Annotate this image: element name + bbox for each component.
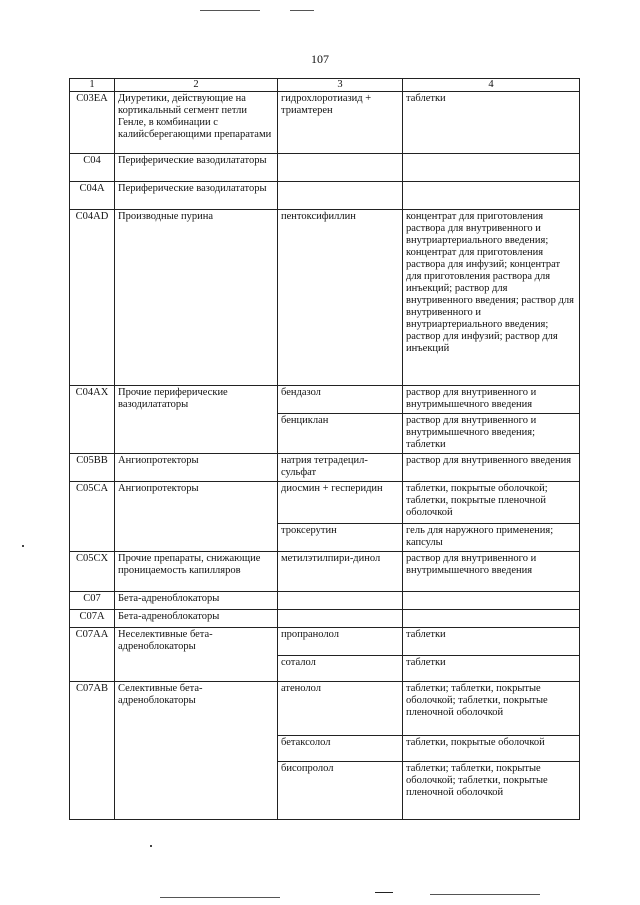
group-name: Диуретики, действующие на кортикальный сегмент петли Генле, в комбинации с калийсберегающими препаратами <box>115 92 278 154</box>
scan-artifact-line <box>375 892 393 893</box>
table-row <box>70 482 580 524</box>
atx-code: C04AD <box>70 210 115 386</box>
dosage-form: таблетки; таблетки, покрытые оболочкой; таблетки, покрытые пленочной оболочкой <box>403 682 580 736</box>
dosage-form: гель для наружного применения; капсулы <box>403 524 580 552</box>
group-name: Неселективные бета-адреноблокаторы <box>115 628 278 682</box>
drug-name: диосмин + гесперидин <box>278 482 403 524</box>
table-row <box>70 154 580 182</box>
atx-code: C04 <box>70 154 115 182</box>
drug-name: соталол <box>278 656 403 682</box>
table-row <box>70 92 580 154</box>
dosage-form <box>403 154 580 182</box>
atx-code: C07A <box>70 610 115 628</box>
scan-artifact-line <box>290 10 314 11</box>
drug-name: пропранолол <box>278 628 403 656</box>
dosage-form: концентрат для приготовления раствора для внутривенного и внутриартериального введения; концентрат для приготовления раствора для инфузий; концентрат для приготовления раствора для инъекций; раствор для внутривенного введения; раствор для внутривенного и внутриартериального введения; раствор для инфузий; раствор для инъекций <box>403 210 580 386</box>
dosage-form <box>403 592 580 610</box>
scan-artifact-line <box>200 10 260 11</box>
page-number: 107 <box>311 52 329 66</box>
table-row <box>70 628 580 656</box>
scan-artifact-dot <box>22 545 24 547</box>
dosage-form <box>403 610 580 628</box>
group-name: Ангиопротекторы <box>115 482 278 552</box>
drug-name: бендазол <box>278 386 403 414</box>
drug-name: атенолол <box>278 682 403 736</box>
drug-name: бетаксолол <box>278 736 403 762</box>
dosage-form: таблетки <box>403 656 580 682</box>
dosage-form: таблетки <box>403 628 580 656</box>
table-row <box>70 682 580 736</box>
column-header: 4 <box>403 79 580 92</box>
drug-name <box>278 154 403 182</box>
group-name: Бета-адреноблокаторы <box>115 610 278 628</box>
dosage-form: таблетки; таблетки, покрытые оболочкой; таблетки, покрытые пленочной оболочкой <box>403 762 580 820</box>
atx-code: C04AX <box>70 386 115 454</box>
atx-code: C05BB <box>70 454 115 482</box>
drug-name: гидрохлоротиазид + триамтерен <box>278 92 403 154</box>
drug-name <box>278 182 403 210</box>
dosage-form <box>403 182 580 210</box>
dosage-form: раствор для внутривенного введения <box>403 454 580 482</box>
atx-code: C03EA <box>70 92 115 154</box>
table-row <box>70 182 580 210</box>
atx-code: C07AB <box>70 682 115 820</box>
drug-name: бисопролол <box>278 762 403 820</box>
group-name: Периферические вазодилататоры <box>115 154 278 182</box>
dosage-form: таблетки, покрытые оболочкой; таблетки, покрытые пленочной оболочкой <box>403 482 580 524</box>
atx-code: C07 <box>70 592 115 610</box>
group-name: Прочие периферические вазодилататоры <box>115 386 278 454</box>
atx-code: C04A <box>70 182 115 210</box>
table-row <box>70 610 580 628</box>
column-header: 3 <box>278 79 403 92</box>
group-name: Селективные бета-адреноблокаторы <box>115 682 278 820</box>
drug-name <box>278 592 403 610</box>
scan-artifact-dot <box>150 845 152 847</box>
drug-name <box>278 610 403 628</box>
group-name: Производные пурина <box>115 210 278 386</box>
table-row <box>70 386 580 414</box>
atx-code: C07AA <box>70 628 115 682</box>
dosage-form: раствор для внутривенного и внутримышечного введения <box>403 552 580 592</box>
dosage-form: раствор для внутривенного и внутримышечного введения; таблетки <box>403 414 580 454</box>
drug-name: метилэтилпири-динол <box>278 552 403 592</box>
group-name: Периферические вазодилататоры <box>115 182 278 210</box>
dosage-form: таблетки <box>403 92 580 154</box>
dosage-form: раствор для внутривенного и внутримышечного введения <box>403 386 580 414</box>
table-row <box>70 454 580 482</box>
column-header: 2 <box>115 79 278 92</box>
group-name: Бета-адреноблокаторы <box>115 592 278 610</box>
drug-name: бенциклан <box>278 414 403 454</box>
column-header: 1 <box>70 79 115 92</box>
drug-name: пентоксифиллин <box>278 210 403 386</box>
dosage-form: таблетки, покрытые оболочкой <box>403 736 580 762</box>
group-name: Ангиопротекторы <box>115 454 278 482</box>
group-name: Прочие препараты, снижающие проницаемость капилляров <box>115 552 278 592</box>
atx-code: C05CX <box>70 552 115 592</box>
scan-artifact-line <box>160 897 280 898</box>
column-header-row <box>70 79 580 92</box>
drug-name: троксерутин <box>278 524 403 552</box>
table-row <box>70 210 580 386</box>
drug-name: натрия тетрадецил-сульфат <box>278 454 403 482</box>
scan-artifact-line <box>430 894 540 895</box>
atx-table <box>69 78 580 820</box>
atx-code: C05CA <box>70 482 115 552</box>
table-row <box>70 552 580 592</box>
table-row <box>70 592 580 610</box>
